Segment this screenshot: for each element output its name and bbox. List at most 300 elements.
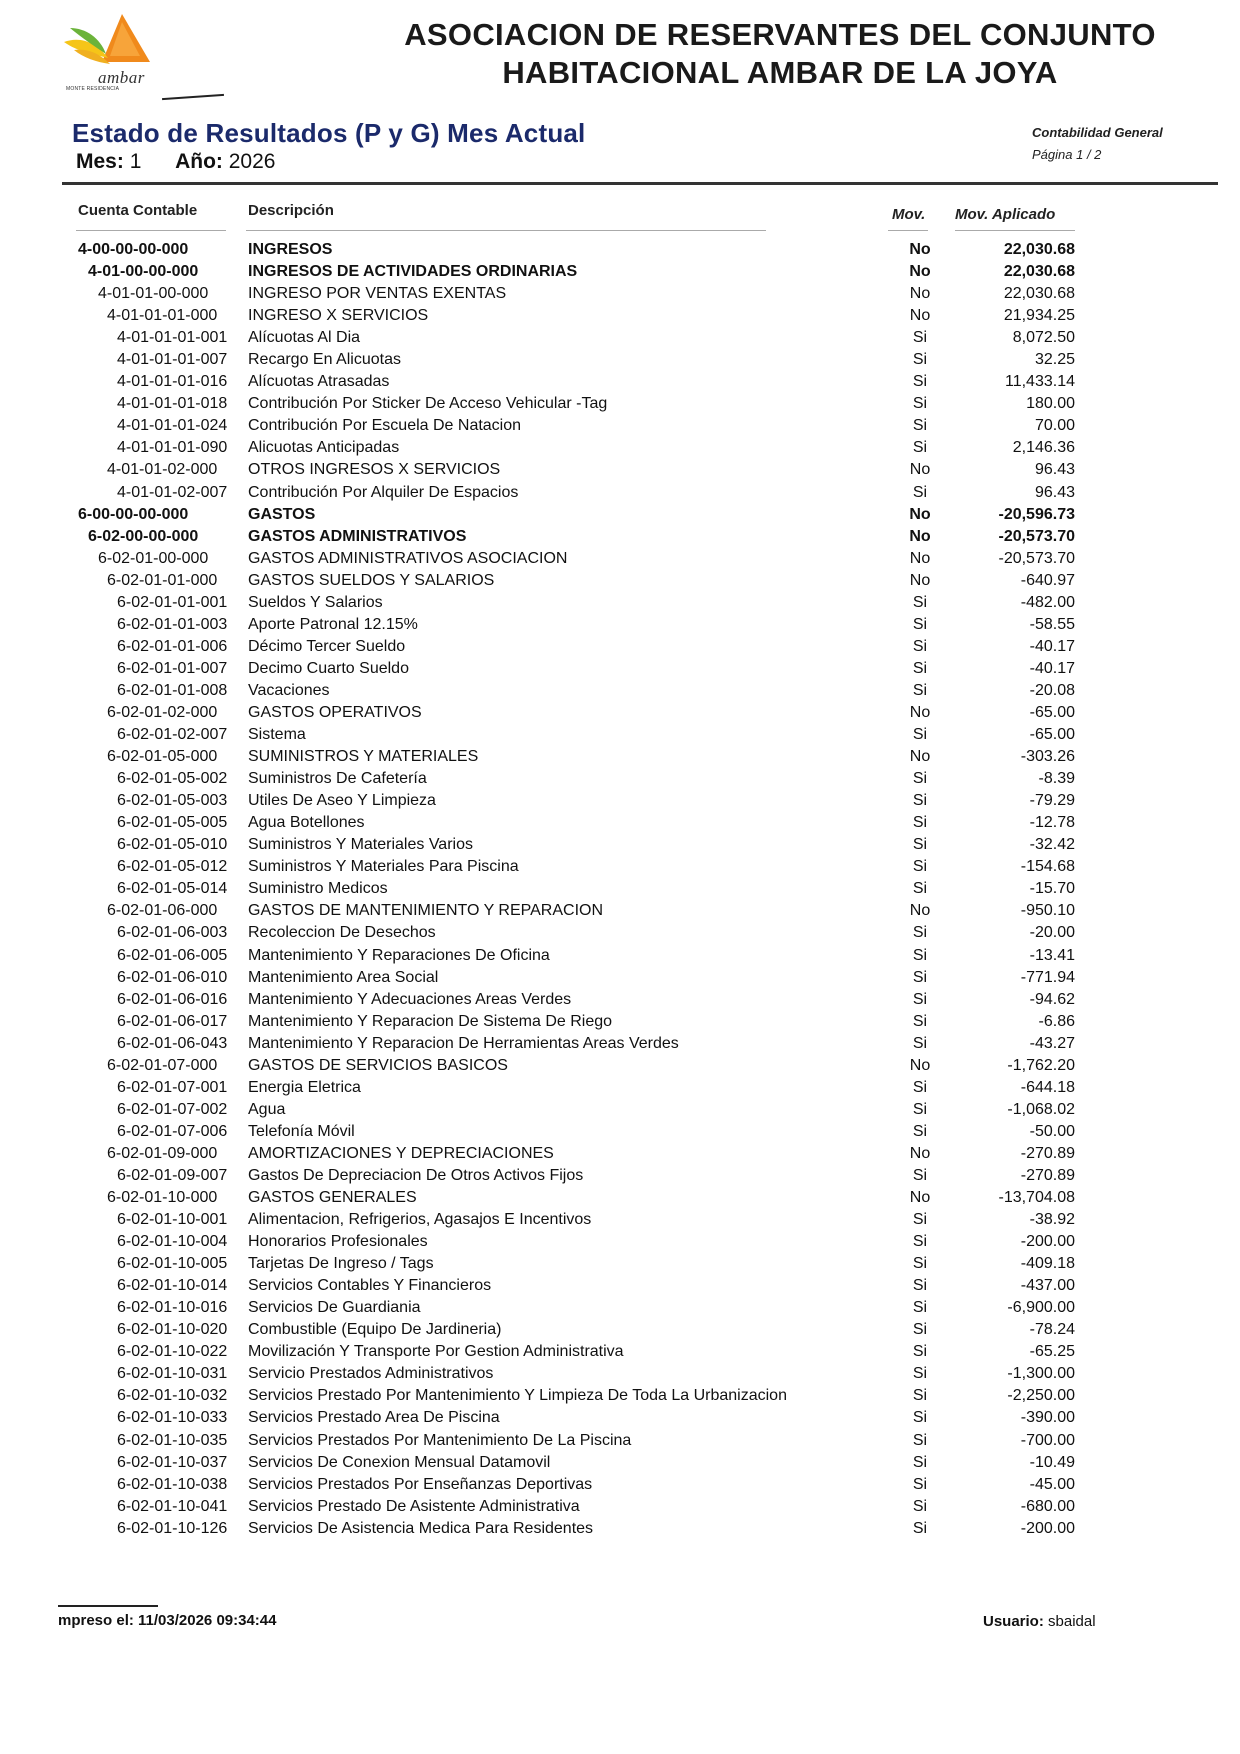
movement-flag: No — [909, 703, 931, 721]
account-code: 6-02-01-05-012 — [117, 858, 228, 876]
report-title: Estado de Resultados (P y G) Mes Actual — [72, 118, 586, 148]
applied-amount: -1,068.02 — [1007, 1100, 1075, 1118]
account-code: 6-00-00-00-000 — [78, 505, 189, 523]
account-description: Mantenimiento Y Adecuaciones Areas Verdes — [248, 990, 572, 1008]
account-code: 4-01-01-01-024 — [117, 417, 228, 435]
applied-amount: -65.00 — [1029, 726, 1075, 744]
movement-flag: Si — [912, 1233, 928, 1251]
applied-amount: -50.00 — [1029, 1122, 1075, 1140]
account-code: 6-02-01-02-000 — [107, 703, 218, 721]
table-row — [0, 437, 1240, 459]
account-description: Contribución Por Escuela De Natacion — [248, 417, 522, 435]
account-code: 6-02-01-10-033 — [117, 1409, 228, 1427]
account-description: Telefonía Móvil — [248, 1122, 355, 1140]
account-description: Recoleccion De Desechos — [248, 924, 436, 942]
account-code: 6-02-01-10-014 — [117, 1277, 228, 1295]
account-description: GASTOS OPERATIVOS — [248, 703, 422, 721]
account-description: GASTOS DE MANTENIMIENTO Y REPARACION — [248, 902, 604, 920]
account-description: Suministro Medicos — [248, 880, 388, 898]
column-header-mov: Mov. — [892, 206, 926, 223]
account-description: Alimentacion, Refrigerios, Agasajos E Incentivos — [248, 1211, 592, 1229]
applied-amount: -200.00 — [1020, 1233, 1075, 1251]
applied-amount: -771.94 — [1020, 968, 1075, 986]
movement-flag: Si — [912, 1431, 928, 1449]
user-label: Usuario: — [983, 1613, 1044, 1630]
account-code: 4-01-01-02-000 — [107, 461, 218, 479]
movement-flag: Si — [912, 1387, 928, 1405]
applied-amount: -32.42 — [1029, 836, 1075, 854]
table-row — [0, 636, 1240, 658]
table-row — [0, 1430, 1240, 1452]
movement-flag: Si — [912, 373, 928, 391]
applied-amount: -20,573.70 — [998, 549, 1075, 567]
account-code: 6-02-01-06-043 — [117, 1034, 228, 1052]
table-row — [0, 349, 1240, 371]
table-row — [0, 967, 1240, 989]
table-row — [0, 1231, 1240, 1253]
account-code: 6-02-01-06-010 — [117, 968, 228, 986]
movement-flag: Si — [912, 836, 928, 854]
column-header-account: Cuenta Contable — [78, 202, 198, 219]
movement-flag: No — [909, 307, 931, 325]
applied-amount: -303.26 — [1020, 748, 1075, 766]
account-description: GASTOS ADMINISTRATIVOS ASOCIACION — [248, 549, 568, 567]
account-description: Servicios Prestado Por Mantenimiento Y Limpieza De Toda La Urbanizacion — [248, 1387, 787, 1405]
applied-amount: -1,762.20 — [1007, 1056, 1075, 1074]
movement-flag: No — [909, 1056, 931, 1074]
applied-amount: -58.55 — [1029, 615, 1075, 633]
account-code: 6-02-01-10-126 — [117, 1519, 228, 1537]
table-row — [0, 1165, 1240, 1187]
movement-flag: Si — [912, 946, 928, 964]
account-description: Suministros Y Materiales Varios — [248, 836, 473, 854]
movement-flag: No — [909, 263, 931, 281]
movement-flag: Si — [912, 1012, 928, 1030]
account-description: INGRESOS — [248, 241, 333, 258]
applied-amount: -15.70 — [1029, 880, 1075, 898]
table-row — [0, 1253, 1240, 1275]
month-value: 1 — [129, 150, 142, 173]
table-row — [0, 1474, 1240, 1496]
account-code: 6-02-01-10-022 — [117, 1343, 228, 1361]
table-row — [0, 526, 1240, 548]
movement-flag: No — [909, 748, 931, 766]
account-code: 6-02-01-01-003 — [117, 615, 228, 633]
movement-flag: No — [909, 1144, 931, 1162]
movement-flag: Si — [912, 659, 928, 677]
movement-flag: No — [909, 527, 931, 545]
table-row — [0, 1099, 1240, 1121]
movement-flag: Si — [912, 1211, 928, 1229]
applied-amount: -409.18 — [1020, 1255, 1075, 1273]
applied-amount: -78.24 — [1029, 1321, 1075, 1339]
table-row — [0, 680, 1240, 702]
table-row — [0, 658, 1240, 680]
applied-amount: -10.49 — [1029, 1453, 1075, 1471]
account-code: 6-02-01-07-001 — [117, 1078, 228, 1096]
account-description: Movilización Y Transporte Por Gestion Administrativa — [248, 1343, 624, 1361]
applied-amount: 22,030.68 — [1003, 285, 1075, 303]
movement-flag: Si — [912, 1255, 928, 1273]
movement-flag: Si — [912, 1475, 928, 1493]
account-code: 6-02-01-10-035 — [117, 1431, 228, 1449]
association-logo — [60, 8, 230, 108]
account-description: Servicios Prestado De Asistente Administrativa — [248, 1497, 580, 1515]
account-code: 6-02-01-10-038 — [117, 1475, 228, 1493]
module-name: Contabilidad General — [1032, 125, 1163, 140]
account-code: 4-01-01-01-001 — [117, 329, 228, 347]
column-underline-description — [246, 230, 766, 231]
account-description: Sistema — [248, 726, 306, 744]
account-code: 6-02-01-09-007 — [117, 1166, 228, 1184]
account-description: Agua Botellones — [248, 814, 365, 832]
account-code: 6-02-01-01-006 — [117, 637, 228, 655]
account-description: OTROS INGRESOS X SERVICIOS — [248, 461, 501, 479]
account-table — [0, 239, 1240, 1540]
table-row — [0, 371, 1240, 393]
applied-amount: 8,072.50 — [1012, 329, 1075, 347]
table-row — [0, 989, 1240, 1011]
applied-amount: -65.00 — [1029, 703, 1075, 721]
account-description: Décimo Tercer Sueldo — [248, 637, 406, 655]
applied-amount: -20,573.70 — [998, 527, 1075, 545]
table-row — [0, 812, 1240, 834]
movement-flag: Si — [912, 1078, 928, 1096]
account-description: Servicios De Guardiania — [248, 1299, 421, 1317]
account-code: 6-02-01-00-000 — [98, 549, 209, 567]
applied-amount: -6,900.00 — [1007, 1299, 1075, 1317]
account-description: Mantenimiento Y Reparaciones De Oficina — [248, 946, 550, 964]
account-description: INGRESO POR VENTAS EXENTAS — [248, 285, 507, 303]
account-code: 6-02-01-10-001 — [117, 1211, 228, 1229]
account-description: Agua — [248, 1100, 286, 1118]
account-code: 4-01-01-01-016 — [117, 373, 228, 391]
account-description: Servicios Prestados Por Mantenimiento De La Piscina — [248, 1431, 632, 1449]
table-row — [0, 746, 1240, 768]
account-description: Contribución Por Sticker De Acceso Vehicular -Tag — [248, 395, 608, 413]
user-value: sbaidal — [1048, 1613, 1096, 1630]
movement-flag: Si — [912, 329, 928, 347]
table-row — [0, 1496, 1240, 1518]
movement-flag: Si — [912, 858, 928, 876]
applied-amount: -79.29 — [1029, 792, 1075, 810]
applied-amount: -950.10 — [1020, 902, 1075, 920]
account-code: 6-02-01-05-010 — [117, 836, 228, 854]
printed-label: mpreso el: — [58, 1612, 134, 1629]
report-period — [76, 150, 275, 174]
applied-amount: -680.00 — [1020, 1497, 1075, 1515]
movement-flag: Si — [912, 1497, 928, 1515]
table-row — [0, 1187, 1240, 1209]
movement-flag: No — [909, 549, 931, 567]
table-row — [0, 702, 1240, 724]
movement-flag: Si — [912, 990, 928, 1008]
applied-amount: -200.00 — [1020, 1519, 1075, 1537]
table-row — [0, 283, 1240, 305]
account-code: 6-02-01-05-003 — [117, 792, 228, 810]
account-code: 6-02-01-01-001 — [117, 593, 228, 611]
account-description: Alicuotas Anticipadas — [248, 439, 400, 457]
movement-flag: Si — [912, 792, 928, 810]
table-row — [0, 305, 1240, 327]
movement-flag: Si — [912, 637, 928, 655]
applied-amount: -38.92 — [1029, 1211, 1075, 1229]
movement-flag: Si — [912, 1365, 928, 1383]
column-underline-mov — [888, 230, 928, 231]
movement-flag: Si — [912, 1166, 928, 1184]
printed-timestamp — [58, 1607, 277, 1628]
movement-flag: Si — [912, 615, 928, 633]
movement-flag: Si — [912, 1277, 928, 1295]
table-row — [0, 1452, 1240, 1474]
account-code: 6-02-01-10-004 — [117, 1233, 228, 1251]
table-row — [0, 1011, 1240, 1033]
account-description: GASTOS ADMINISTRATIVOS — [248, 527, 467, 545]
account-description: Contribución Por Alquiler De Espacios — [248, 483, 519, 501]
table-row — [0, 504, 1240, 526]
applied-amount: -45.00 — [1029, 1475, 1075, 1493]
applied-amount: -13.41 — [1029, 946, 1075, 964]
movement-flag: Si — [912, 814, 928, 832]
applied-amount: -20,596.73 — [998, 505, 1075, 523]
table-row — [0, 1121, 1240, 1143]
applied-amount: -20.00 — [1029, 924, 1075, 942]
account-description: Suministros Y Materiales Para Piscina — [248, 858, 519, 876]
account-description: GASTOS — [248, 505, 316, 523]
account-description: Servicios Contables Y Financieros — [248, 1277, 492, 1295]
applied-amount: -65.25 — [1029, 1343, 1075, 1361]
account-code: 6-02-01-07-000 — [107, 1056, 218, 1074]
account-description: Tarjetas De Ingreso / Tags — [248, 1255, 434, 1273]
table-row — [0, 1275, 1240, 1297]
org-line-2: HABITACIONAL AMBAR DE LA JOYA — [502, 55, 1058, 90]
movement-flag: Si — [912, 1299, 928, 1317]
applied-amount: 96.43 — [1034, 483, 1075, 501]
account-code: 6-02-01-07-002 — [117, 1100, 228, 1118]
account-code: 6-02-01-05-014 — [117, 880, 228, 898]
applied-amount: -2,250.00 — [1007, 1387, 1075, 1405]
movement-flag: Si — [912, 726, 928, 744]
account-code: 6-02-01-06-003 — [117, 924, 228, 942]
account-code: 4-01-01-02-007 — [117, 483, 228, 501]
applied-amount: -644.18 — [1020, 1078, 1075, 1096]
applied-amount: -1,300.00 — [1007, 1365, 1075, 1383]
movement-flag: Si — [912, 483, 928, 501]
logo-tagline: MONTE RESIDENCIA — [66, 86, 120, 92]
movement-flag: No — [909, 571, 931, 589]
column-underline-applied — [955, 230, 1075, 231]
applied-amount: 21,934.25 — [1003, 307, 1075, 325]
account-description: Decimo Cuarto Sueldo — [248, 659, 409, 677]
table-row — [0, 856, 1240, 878]
account-code: 4-01-01-01-000 — [107, 307, 218, 325]
movement-flag: No — [909, 505, 931, 523]
table-row — [0, 459, 1240, 481]
account-description: Mantenimiento Y Reparacion De Sistema De Riego — [248, 1012, 613, 1030]
movement-flag: Si — [912, 1321, 928, 1339]
movement-flag: No — [909, 241, 931, 258]
account-code: 6-02-01-01-007 — [117, 659, 228, 677]
movement-flag: Si — [912, 417, 928, 435]
account-description: INGRESO X SERVICIOS — [248, 307, 429, 325]
table-row — [0, 614, 1240, 636]
account-description: Recargo En Alicuotas — [248, 351, 401, 369]
applied-amount: -640.97 — [1020, 571, 1075, 589]
account-description: SUMINISTROS Y MATERIALES — [248, 748, 479, 766]
month-label: Mes: — [76, 150, 124, 173]
page-value: 1 / 2 — [1076, 147, 1102, 162]
printed-by-user — [983, 1613, 1096, 1630]
account-code: 6-02-01-02-007 — [117, 726, 228, 744]
applied-amount: -94.62 — [1029, 990, 1075, 1008]
applied-amount: 180.00 — [1026, 395, 1075, 413]
applied-amount: 2,146.36 — [1012, 439, 1075, 457]
table-row — [0, 1077, 1240, 1099]
table-row — [0, 768, 1240, 790]
table-row — [0, 239, 1240, 261]
table-row — [0, 790, 1240, 812]
table-row — [0, 922, 1240, 944]
table-row — [0, 1033, 1240, 1055]
table-row — [0, 548, 1240, 570]
account-description: Alícuotas Al Dia — [248, 329, 361, 347]
table-row — [0, 1297, 1240, 1319]
movement-flag: Si — [912, 880, 928, 898]
account-code: 4-01-01-01-090 — [117, 439, 228, 457]
account-description: Combustible (Equipo De Jardineria) — [248, 1321, 502, 1339]
movement-flag: Si — [912, 1453, 928, 1471]
applied-amount: -12.78 — [1029, 814, 1075, 832]
applied-amount: -270.89 — [1020, 1166, 1075, 1184]
account-code: 6-02-01-01-008 — [117, 681, 228, 699]
account-code: 6-02-01-06-005 — [117, 946, 228, 964]
table-row — [0, 1209, 1240, 1231]
logo-wordmark: ambar — [98, 68, 145, 87]
account-code: 6-02-01-10-000 — [107, 1189, 218, 1207]
applied-amount: -40.17 — [1029, 659, 1075, 677]
table-row — [0, 415, 1240, 437]
movement-flag: No — [909, 461, 931, 479]
applied-amount: -154.68 — [1020, 858, 1075, 876]
printed-value: 11/03/2026 09:34:44 — [138, 1612, 277, 1629]
account-code: 6-02-01-05-002 — [117, 770, 228, 788]
table-row — [0, 1319, 1240, 1341]
applied-amount: -40.17 — [1029, 637, 1075, 655]
account-code: 4-01-01-00-000 — [98, 285, 209, 303]
applied-amount: -13,704.08 — [998, 1189, 1075, 1207]
account-code: 6-02-01-01-000 — [107, 571, 218, 589]
account-description: Mantenimiento Area Social — [248, 968, 439, 986]
table-row — [0, 592, 1240, 614]
account-code: 6-02-01-10-016 — [117, 1299, 228, 1317]
movement-flag: Si — [912, 1519, 928, 1537]
applied-amount: -700.00 — [1020, 1431, 1075, 1449]
account-description: GASTOS GENERALES — [248, 1189, 417, 1207]
account-description: Alícuotas Atrasadas — [248, 373, 390, 391]
table-row — [0, 482, 1240, 504]
table-row — [0, 1407, 1240, 1429]
movement-flag: Si — [912, 681, 928, 699]
account-description: Sueldos Y Salarios — [248, 593, 383, 611]
account-description: Servicios Prestado Area De Piscina — [248, 1409, 500, 1427]
table-row — [0, 1385, 1240, 1407]
account-code: 6-02-01-10-032 — [117, 1387, 228, 1405]
account-description: Vacaciones — [248, 681, 330, 699]
account-description: Suministros De Cafetería — [248, 770, 427, 788]
table-row — [0, 878, 1240, 900]
page-label: Página — [1032, 147, 1073, 162]
movement-flag: No — [909, 902, 931, 920]
account-code: 6-02-01-06-017 — [117, 1012, 228, 1030]
table-row — [0, 1055, 1240, 1077]
account-code: 4-01-01-01-007 — [117, 351, 228, 369]
movement-flag: Si — [912, 968, 928, 986]
account-description: Servicios De Conexion Mensual Datamovil — [248, 1453, 551, 1471]
account-code: 6-02-01-10-005 — [117, 1255, 228, 1273]
applied-amount: -20.08 — [1029, 681, 1075, 699]
column-header-description: Descripción — [248, 202, 334, 219]
account-description: Servicio Prestados Administrativos — [248, 1365, 494, 1383]
column-header-applied: Mov. Aplicado — [955, 206, 1056, 223]
account-description: Gastos De Depreciacion De Otros Activos Fijos — [248, 1166, 584, 1184]
account-code: 6-02-00-00-000 — [88, 527, 199, 545]
applied-amount: 70.00 — [1034, 417, 1075, 435]
movement-flag: Si — [912, 924, 928, 942]
table-row — [0, 945, 1240, 967]
account-code: 4-00-00-00-000 — [78, 241, 189, 258]
applied-amount: 96.43 — [1034, 461, 1075, 479]
movement-flag: Si — [912, 1122, 928, 1140]
account-description: Servicios De Asistencia Medica Para Residentes — [248, 1519, 594, 1537]
movement-flag: Si — [912, 1034, 928, 1052]
table-row — [0, 900, 1240, 922]
account-code: 6-02-01-10-041 — [117, 1497, 228, 1515]
account-code: 6-02-01-06-016 — [117, 990, 228, 1008]
account-description: Servicios Prestados Por Enseñanzas Deportivas — [248, 1475, 593, 1493]
account-description: Mantenimiento Y Reparacion De Herramientas Areas Verdes — [248, 1034, 679, 1052]
page-indicator — [1032, 144, 1163, 166]
applied-amount: 32.25 — [1034, 351, 1075, 369]
movement-flag: Si — [912, 439, 928, 457]
movement-flag: Si — [912, 770, 928, 788]
table-row — [0, 393, 1240, 415]
table-row — [0, 724, 1240, 746]
applied-amount: -270.89 — [1020, 1144, 1075, 1162]
account-code: 6-02-01-07-006 — [117, 1122, 228, 1140]
org-line-1: ASOCIACION DE RESERVANTES DEL CONJUNTO — [404, 17, 1156, 52]
account-description: GASTOS DE SERVICIOS BASICOS — [248, 1056, 508, 1074]
account-description: INGRESOS DE ACTIVIDADES ORDINARIAS — [248, 263, 578, 281]
applied-amount: -43.27 — [1029, 1034, 1075, 1052]
movement-flag: Si — [912, 1409, 928, 1427]
applied-amount: -482.00 — [1020, 593, 1075, 611]
applied-amount: -6.86 — [1038, 1012, 1075, 1030]
account-code: 6-02-01-06-000 — [107, 902, 218, 920]
account-code: 6-02-01-10-031 — [117, 1365, 228, 1383]
account-description: AMORTIZACIONES Y DEPRECIACIONES — [248, 1144, 554, 1162]
applied-amount: -437.00 — [1020, 1277, 1075, 1295]
applied-amount: 22,030.68 — [1003, 263, 1075, 281]
table-row — [0, 1363, 1240, 1385]
table-row — [0, 1518, 1240, 1540]
movement-flag: Si — [912, 351, 928, 369]
table-row — [0, 1143, 1240, 1165]
movement-flag: Si — [912, 593, 928, 611]
movement-flag: Si — [912, 395, 928, 413]
account-code: 6-02-01-10-037 — [117, 1453, 228, 1471]
year-label: Año: — [175, 150, 223, 173]
account-description: Aporte Patronal 12.15% — [248, 615, 418, 633]
